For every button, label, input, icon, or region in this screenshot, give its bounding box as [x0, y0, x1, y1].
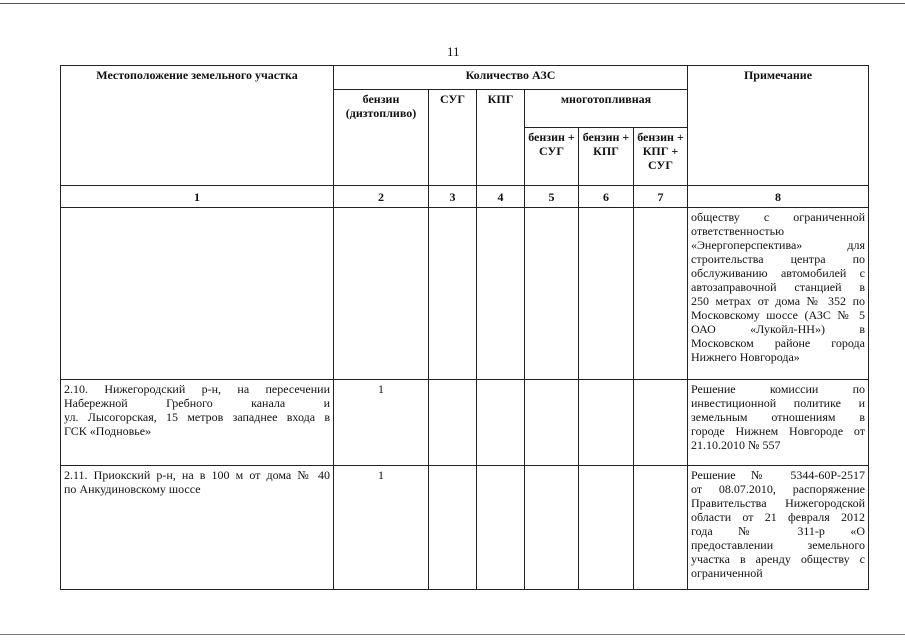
petrol-kpg-count-cell	[579, 208, 634, 380]
table-row	[61, 380, 869, 466]
note-line: участка в аренду обществу с	[691, 552, 865, 566]
note-line: Решение комиссии по	[691, 382, 865, 396]
note-line: Решение № 5344-60Р-2517	[691, 468, 865, 482]
header-multifuel: многотопливная	[525, 90, 688, 128]
petrol-kpg-sug-count-cell	[634, 466, 688, 590]
note-line: Московском районе города	[691, 336, 865, 350]
header-kpg: КПГ	[477, 90, 525, 186]
header-note: Примечание	[688, 66, 869, 186]
header-petrol-kpg-sug: бензин + КПГ + СУГ	[634, 128, 688, 186]
kpg-count-cell	[477, 380, 525, 466]
note-line: года № 311-р «О	[691, 524, 865, 538]
location-cell	[61, 208, 334, 380]
note-line: ограниченной	[691, 566, 763, 580]
top-border-line	[0, 3, 905, 4]
header-petrol-kpg: бензин + КПГ	[579, 128, 634, 186]
column-number: 6	[579, 186, 634, 208]
column-number: 2	[334, 186, 429, 208]
bottom-border-line	[0, 634, 905, 635]
header-petrol-sug: бензин + СУГ	[525, 128, 579, 186]
column-number: 4	[477, 186, 525, 208]
column-number: 5	[525, 186, 579, 208]
note-cell	[688, 208, 869, 380]
petrol-kpg-sug-count-cell	[634, 380, 688, 466]
petrol-count-cell: 1	[334, 380, 429, 466]
note-line: 250 метрах от дома № 352 по	[691, 294, 865, 308]
note-cell	[688, 380, 869, 466]
note-line: Московскому шоссе (АЗС № 5	[691, 308, 865, 322]
table-row	[61, 466, 869, 590]
sug-count-cell	[429, 208, 477, 380]
header-station-count: Количество АЗС	[334, 66, 688, 90]
petrol-sug-count-cell	[525, 380, 579, 466]
note-line: Правительства Нижегородской	[691, 496, 865, 510]
note-cell	[688, 466, 869, 590]
header-petrol: бензин (дизтопливо)	[334, 90, 429, 186]
petrol-kpg-count-cell	[579, 380, 634, 466]
petrol-kpg-sug-count-cell	[634, 208, 688, 380]
column-number: 1	[61, 186, 334, 208]
location-line: ул. Лысогорская, 15 метров западнее входа в	[64, 410, 330, 424]
note-line: обслуживанию автомобилей с	[691, 266, 865, 280]
location-line: по Анкудиновскому шоссе	[64, 482, 201, 496]
note-line: земельным отношениям в	[691, 410, 865, 424]
location-cell	[61, 466, 334, 590]
note-line: предоставлении земельного	[691, 538, 865, 552]
kpg-count-cell	[477, 466, 525, 590]
sug-count-cell	[429, 380, 477, 466]
note-line: области от 21 февраля 2012	[691, 510, 865, 524]
note-line: городе Нижнем Новгороде от	[691, 424, 865, 438]
petrol-count-cell: 1	[334, 466, 429, 590]
header-location: Местоположение земельного участка	[61, 66, 334, 186]
location-line: ГСК «Подновье»	[64, 424, 152, 438]
petrol-sug-count-cell	[525, 466, 579, 590]
note-line: от 08.07.2010, распоряжение	[691, 482, 865, 496]
column-number: 3	[429, 186, 477, 208]
location-line: 2.11. Приокский р-н, на в 100 м от дома № 40	[64, 468, 330, 482]
note-line: обществу с ограниченной	[691, 210, 865, 224]
note-line: ОАО «Лукойл-НН») в	[691, 322, 865, 336]
note-line: инвестиционной политике и	[691, 396, 865, 410]
note-line: Нижнего Новгорода»	[691, 350, 800, 364]
petrol-kpg-count-cell	[579, 466, 634, 590]
gas-stations-table	[60, 65, 869, 590]
kpg-count-cell	[477, 208, 525, 380]
page-number: 11	[447, 44, 460, 59]
note-line: автозаправочной станцией в	[691, 280, 865, 294]
note-line: строительства центра по	[691, 252, 865, 266]
sug-count-cell	[429, 466, 477, 590]
note-line: 21.10.2010 № 557	[691, 438, 781, 452]
location-line: Набережной Гребного канала и	[64, 396, 330, 410]
column-number-row	[61, 186, 869, 208]
location-cell	[61, 380, 334, 466]
column-number: 7	[634, 186, 688, 208]
header-sug: СУГ	[429, 90, 477, 186]
note-line: ответственностью	[691, 224, 785, 238]
petrol-sug-count-cell	[525, 208, 579, 380]
petrol-count-cell	[334, 208, 429, 380]
location-line: 2.10. Нижегородский р-н, на пересечении	[64, 382, 330, 396]
column-number: 8	[688, 186, 869, 208]
table-row	[61, 208, 869, 380]
note-line: «Энергоперспектива» для	[691, 238, 865, 252]
